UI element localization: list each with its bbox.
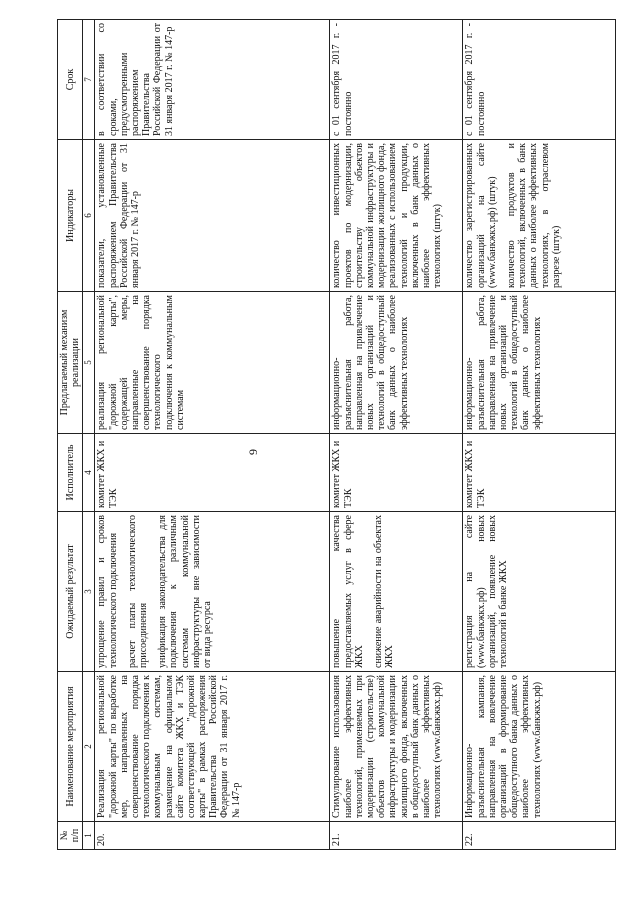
header-mechanism: Предлагаемый механизм реализации [58, 292, 83, 434]
expected-result-item: регистрация на сайте (www.банкжкх.рф) новых организаций, появление новых технологий в банке ЖКХ [464, 515, 509, 668]
term: с 01 сентября 2017 г. - постоянно [330, 20, 463, 140]
term: с 01 сентября 2017 г. - постоянно [463, 20, 616, 140]
header-term: Срок [58, 20, 83, 140]
page-number: 9 [246, 449, 260, 455]
header-name: Наименование мероприятия [58, 672, 83, 822]
table-row [95, 20, 330, 850]
measure-name: Реализация региональной "дорожной карты" по выработке мер, направленных на совершенствование порядка технологического подключения к коммунальным системам, размещение на официальном сайте комитета ЖКХ и ТЭК соответствующей "дорожной карты" в рамках распоряжения Правительства Российской Федерации от 31 января 2017 г. № 147-р [95, 672, 330, 822]
column-number: 5 [83, 292, 95, 434]
expected-result-item: снижение аварийности на объектах ЖКХ [372, 515, 396, 668]
expected-result-item: унификация законодательства для подключения к различным системам коммунальной инфраструктуры вне зависимости от вида ресурса [157, 515, 213, 668]
column-number-row [83, 20, 95, 850]
column-number: 7 [83, 20, 95, 140]
table-row [330, 20, 463, 850]
executor: комитет ЖКХ и ТЭК [95, 434, 330, 512]
indicators: показатели, установленные распоряжением Правительства Российской Федерации от 31 января 2017 г. № 147-р [95, 140, 330, 292]
header-indicators: Индикаторы [58, 140, 83, 292]
expected-result [330, 512, 463, 672]
header-executor: Исполнитель [58, 434, 83, 512]
mechanism: реализация региональной "дорожной карты", содержащей меры, направленные на совершенствование порядка технологического подключения к коммунальным системам [95, 292, 330, 434]
row-number: 21. [330, 822, 463, 850]
executor: комитет ЖКХ и ТЭК [463, 434, 616, 512]
indicator-item: количество продуктов и технологий, включенных в банк данных о наиболее эффективных технологиях, в отраслевом разрезе (штук) [505, 143, 562, 288]
measure-name: Стимулирование использования наиболее эффективных технологий, применяемых при модернизации (строительстве) объектов коммунальной инфраструктуры и модернизации жилищного фонда, включенных в общедоступный банк данных о наиболее эффективных технологиях (www.банкжкх.рф) [330, 672, 463, 822]
table-row [463, 20, 616, 850]
table-header-row [58, 20, 83, 850]
column-number: 4 [83, 434, 95, 512]
expected-result [463, 512, 616, 672]
measure-name: Информационно-разъяснительная кампания, направленная на вовлечение организаций в формирование общедоступного банка данных о наиболее эффективных технологиях (www.банкжкх.рф) [463, 672, 616, 822]
column-number: 3 [83, 512, 95, 672]
term: в соответствии со сроками, предусмотренными распоряжением Правительства Российской Федерации от 31 января 2017 г. № 147-р [95, 20, 330, 140]
header-result: Ожидаемый результат [58, 512, 83, 672]
row-number: 22. [463, 822, 616, 850]
expected-result-item: повышение качества предоставляемых услуг в сфере ЖКХ [331, 515, 365, 668]
indicators: количество инвестиционных проектов по модернизации, строительству объектов коммунальной инфраструктуры и модернизации жилищного фонда, реализованных с использованием технологий и продукции, включенных в банк данных о наиболее эффективных технологиях (штук) [330, 140, 463, 292]
measures-table [57, 19, 616, 850]
indicators [463, 140, 616, 292]
row-number: 20. [95, 822, 330, 850]
column-number: 1 [83, 822, 95, 850]
expected-result-item: упрощение правил и сроков технологического подключения [96, 515, 119, 668]
column-number: 6 [83, 140, 95, 292]
column-number: 2 [83, 672, 95, 822]
executor: комитет ЖКХ и ТЭК [330, 434, 463, 512]
header-number: № п/п [58, 822, 83, 850]
indicator-item: количество зарегистрированных организаций на сайте (www.банкжкх.рф) (штук) [464, 143, 498, 288]
mechanism: информационно-разъяснительная работа, направленная на привлечение новых организаций и технологий в общедоступный банк данных о наиболее эффективных технологиях [330, 292, 463, 434]
rotated-table-container [57, 20, 597, 850]
expected-result [95, 512, 330, 672]
mechanism: информационно-разъяснительная работа, направленная на привлечение новых организаций и технологий в общедоступный банк данных о наиболее эффективных технологиях [463, 292, 616, 434]
expected-result-item: расчет платы технологического присоединения [126, 515, 149, 668]
